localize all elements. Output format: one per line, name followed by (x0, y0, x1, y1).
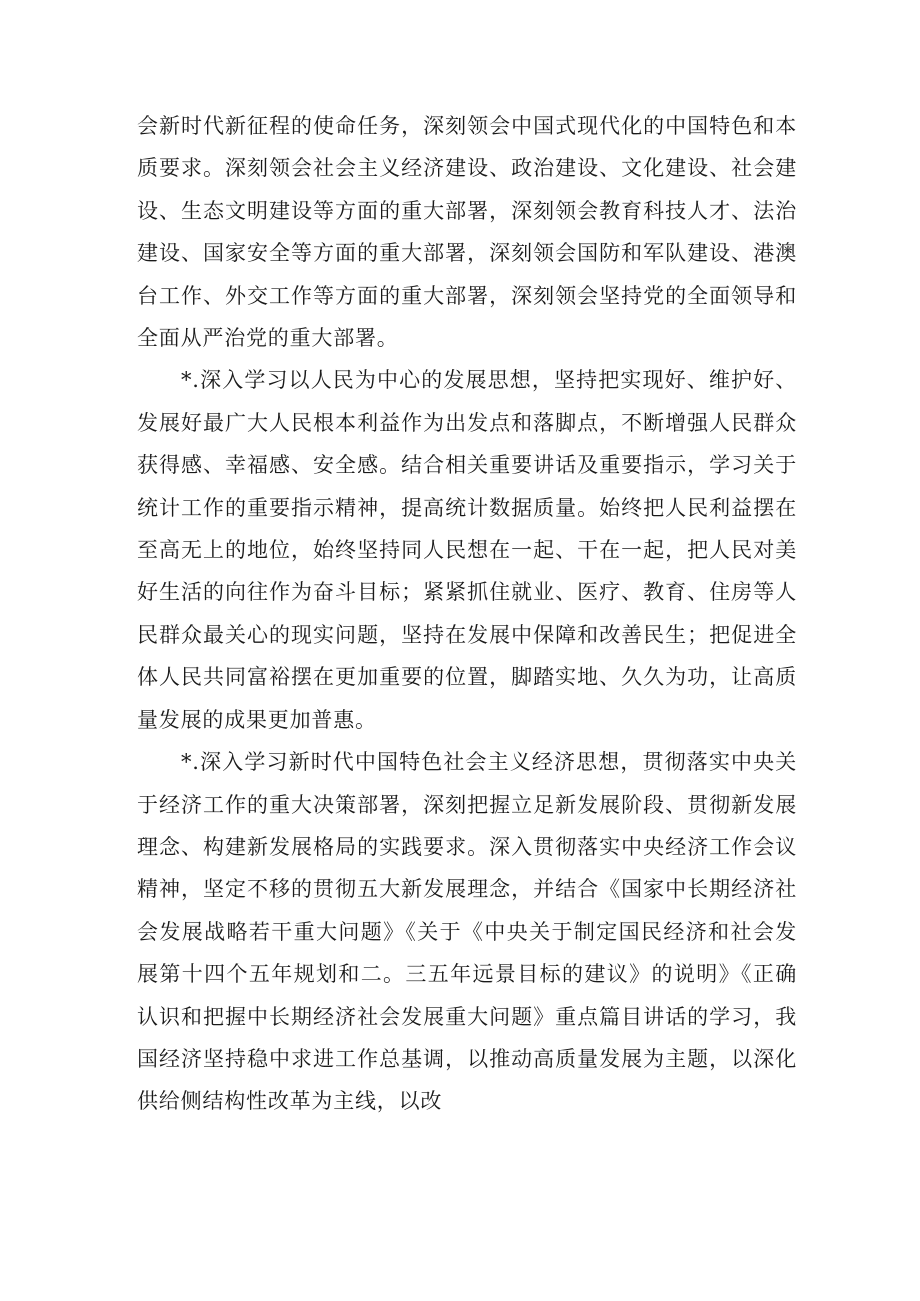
document-body (137, 105, 797, 1123)
paragraph-economic-thought: *.深入学习新时代中国特色社会主义经济思想，贯彻落实中央关于经济工作的重大决策部署，深刻把握立足新发展阶段、贯彻新发展理念、构建新发展格局的实践要求。深入贯彻落实中央经济工作会议精神，坚定不移的贯彻五大新发展理念，并结合《国家中长期经济社会发展战略若干重大问题》《关于《中央关于制定国民经济和社会发展第十四个五年规划和二。三五年远景目标的建议》的说明》《正确认识和把握中长期经济社会发展重大问题》重点篇目讲话的学习，我国经济坚持稳中求进工作总基调，以推动高质量发展为主题，以深化供给侧结构性改革为主线，以改 (137, 750, 797, 1114)
paragraph-continuation: 会新时代新征程的使命任务，深刻领会中国式现代化的中国特色和本质要求。深刻领会社会主义经济建设、政治建设、文化建设、社会建设、生态文明建设等方面的重大部署，深刻领会教育科技人才、法治建设、国家安全等方面的重大部署，深刻领会国防和军队建设、港澳台工作、外交工作等方面的重大部署，深刻领会坚持党的全面领导和全面从严治党的重大部署。 (137, 114, 797, 351)
paragraph-people-centered-development: *.深入学习以人民为中心的发展思想，坚持把实现好、维护好、发展好最广大人民根本利益作为出发点和落脚点，不断增强人民群众获得感、幸福感、安全感。结合相关重要讲话及重要指示，学习关于统计工作的重要指示精神，提高统计数据质量。始终把人民利益摆在至高无上的地位，始终坚持同人民想在一起、干在一起，把人民对美好生活的向往作为奋斗目标；紧紧抓住就业、医疗、教育、住房等人民群众最关心的现实问题，坚持在发展中保障和改善民生；把促进全体人民共同富裕摆在更加重要的位置，脚踏实地、久久为功，让高质量发展的成果更加普惠。 (137, 368, 797, 732)
